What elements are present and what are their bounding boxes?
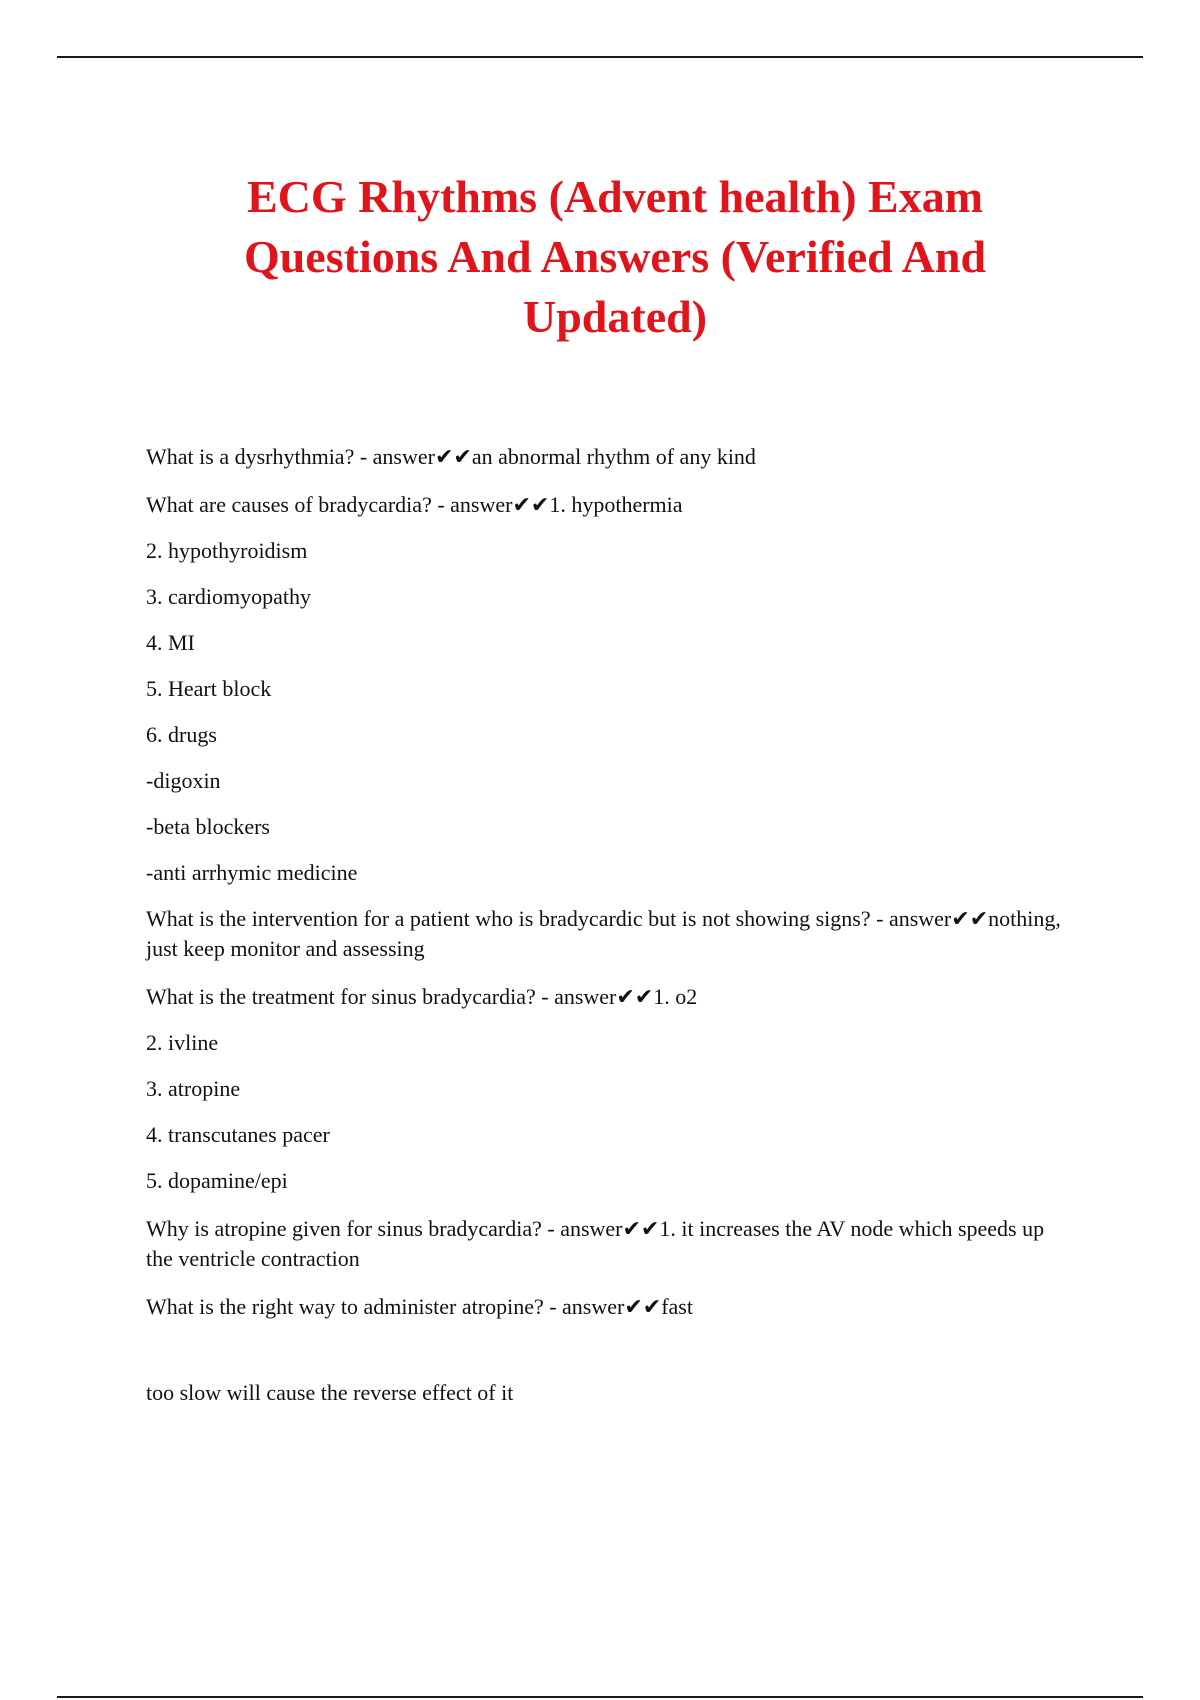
qa-line: What is the intervention for a patient who is bradycardic but is not showing signs? - answer✔✔nothing, just keep monitor and assessing (146, 906, 1061, 961)
qa-line: Why is atropine given for sinus bradycardia? - answer✔✔1. it increases the AV node which speeds up the ventricle contraction (146, 1216, 1045, 1271)
qa-line: 4. MI (146, 630, 195, 655)
qa-line: 5. Heart block (146, 676, 272, 701)
paragraph-spacer (146, 1322, 1066, 1378)
qa-line: 3. cardiomyopathy (146, 584, 311, 609)
qa-content (146, 442, 1066, 1408)
qa-line: 2. hypothyroidism (146, 538, 308, 563)
qa-line: -digoxin (146, 768, 221, 793)
qa-line: 6. drugs (146, 722, 217, 747)
document-title: ECG Rhythms (Advent health) Exam Questions And Answers (Verified And Updated) (243, 171, 987, 342)
qa-line: 3. atropine (146, 1076, 241, 1101)
qa-line: 2. ivline (146, 1030, 219, 1055)
qa-line: What is the treatment for sinus bradycardia? - answer✔✔1. o2 (146, 984, 698, 1009)
qa-line: What is the right way to administer atropine? - answer✔✔fast (146, 1294, 693, 1319)
qa-line: -anti arrhymic medicine (146, 860, 358, 885)
qa-line: What are causes of bradycardia? - answer✔✔1. hypothermia (146, 492, 683, 517)
qa-line: 5. dopamine/epi (146, 1168, 288, 1193)
bottom-rule (57, 1696, 1143, 1698)
qa-line: 4. transcutanes pacer (146, 1122, 330, 1147)
qa-line: -beta blockers (146, 814, 270, 839)
qa-line: too slow will cause the reverse effect of it (146, 1380, 514, 1405)
top-rule (57, 56, 1143, 58)
qa-line: What is a dysrhythmia? - answer✔✔an abnormal rhythm of any kind (146, 444, 756, 469)
